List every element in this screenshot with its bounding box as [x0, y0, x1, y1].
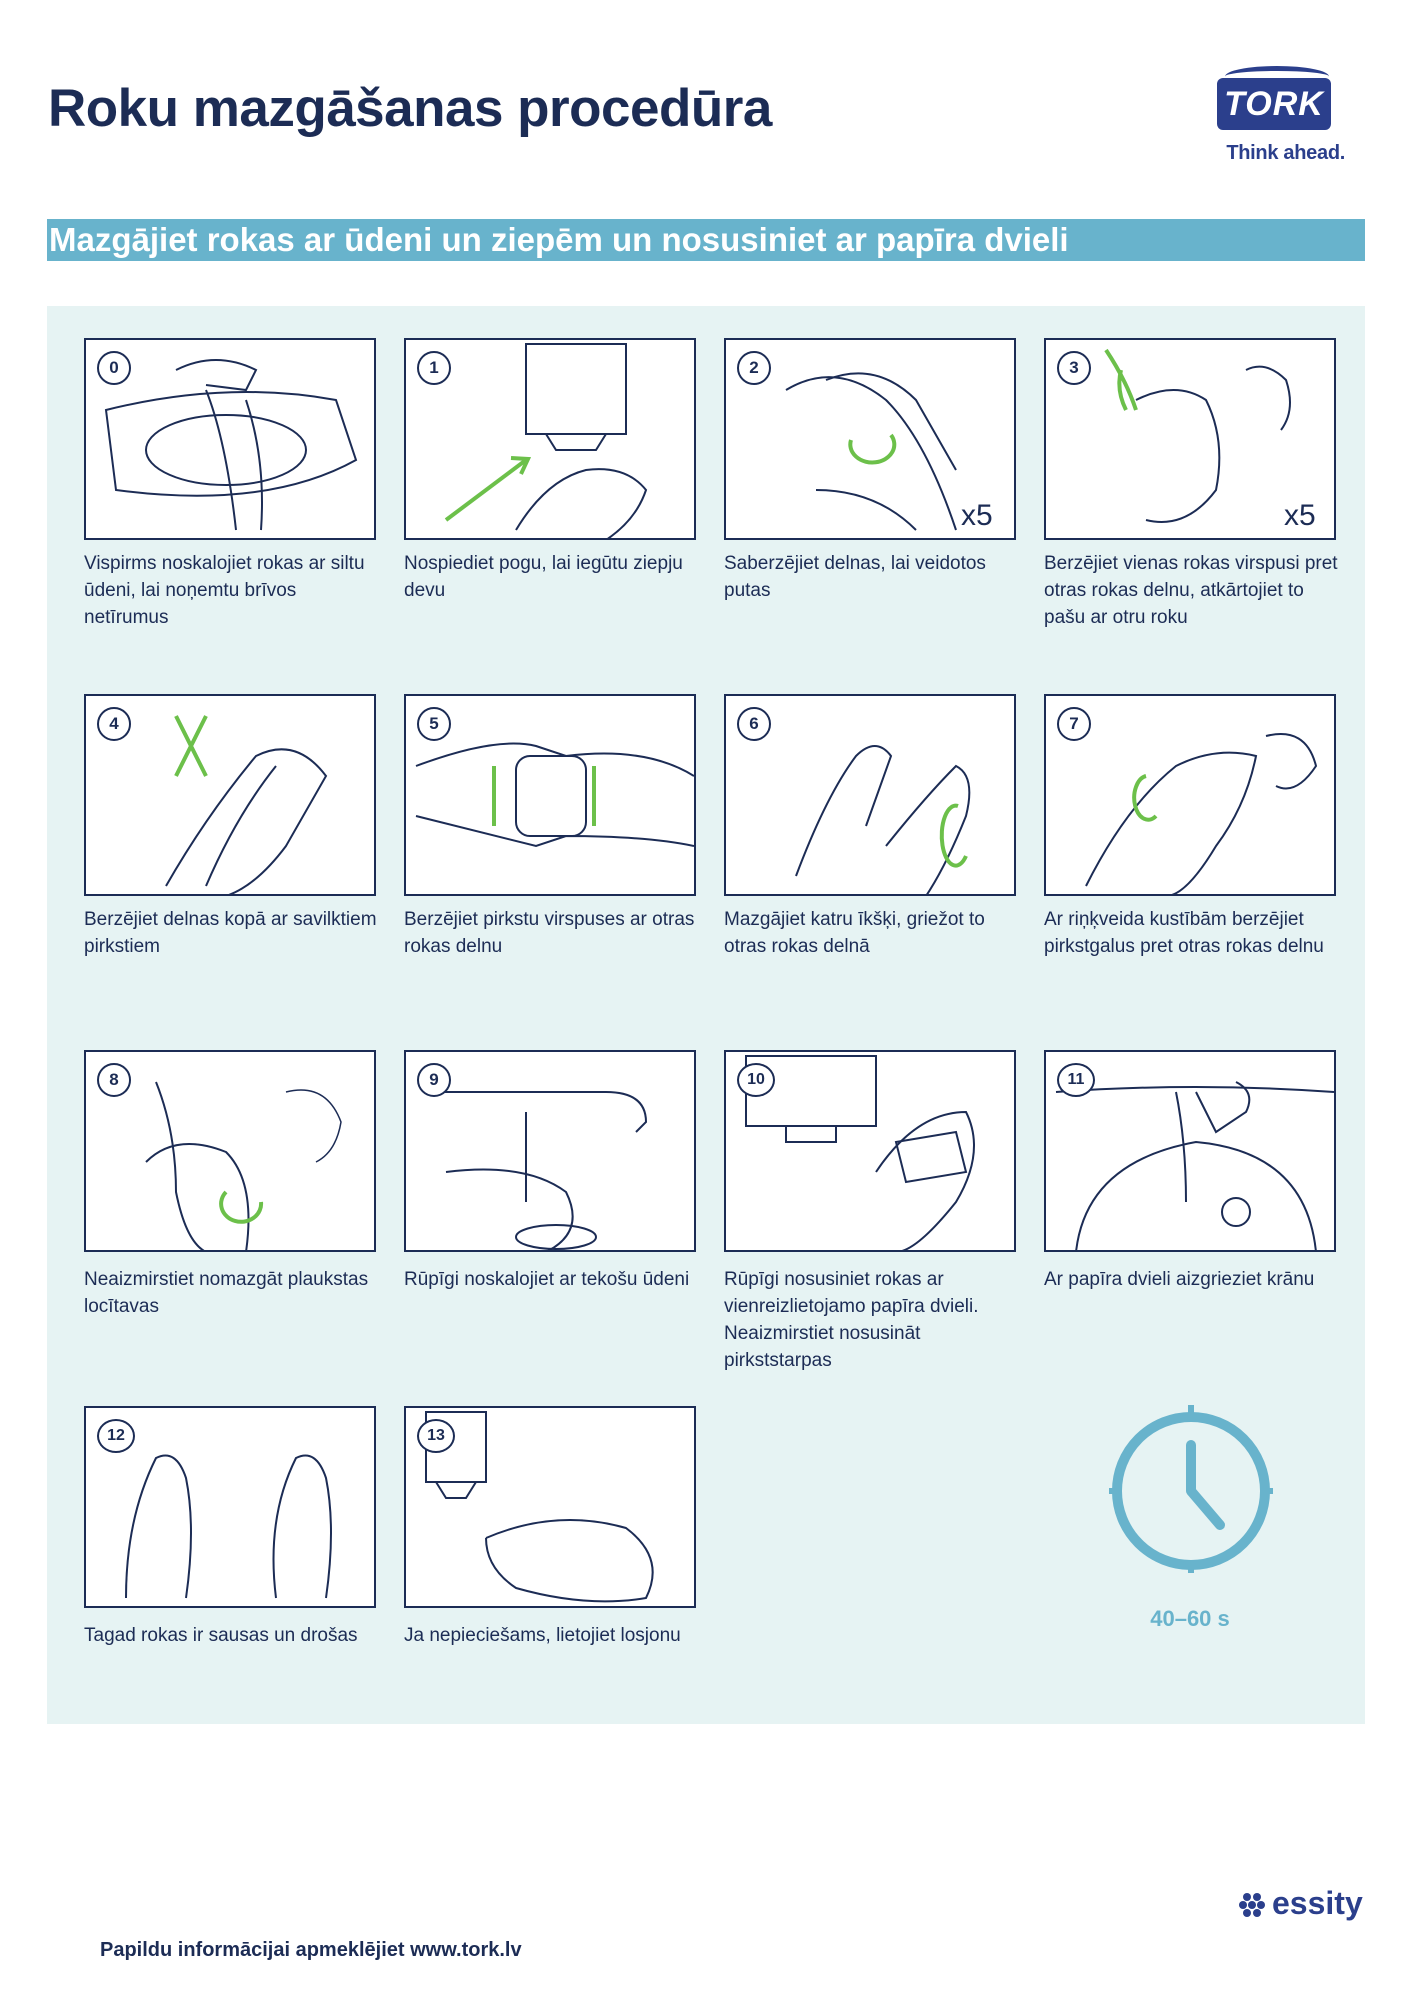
back-of-hand-icon: [1044, 338, 1336, 540]
step-number: 10: [737, 1063, 775, 1097]
step-number: 0: [97, 351, 131, 385]
tork-logo-badge: TORK: [1217, 78, 1331, 130]
interlaced-fingers-icon: [84, 694, 376, 896]
wrist-icon: [84, 1050, 376, 1252]
essity-mark-icon: [1238, 1890, 1266, 1918]
rotate-thumb-icon: [724, 694, 1016, 896]
svg-text:x5: x5: [1284, 499, 1316, 532]
step-number: 12: [97, 1419, 135, 1453]
hands-under-faucet-icon: [84, 338, 376, 540]
step-number: 8: [97, 1063, 131, 1097]
step-caption: Ar papīra dvieli aizgrieziet krānu: [1044, 1269, 1315, 1290]
turn-off-tap-icon: [1044, 1050, 1336, 1252]
timer-label: 40–60 s: [1150, 1606, 1230, 1631]
step-caption: Rūpīgi noskalojiet ar tekošu ūdeni: [404, 1269, 690, 1290]
step-number: 7: [1057, 707, 1091, 741]
lotion-icon: [404, 1406, 696, 1608]
paper-towel-icon: [724, 1050, 1016, 1252]
essity-name: essity: [1272, 1885, 1363, 1921]
soap-dispenser-icon: [404, 338, 696, 540]
page-title: Roku mazgāšanas procedūra: [48, 79, 772, 138]
step-number: 9: [417, 1063, 451, 1097]
footer-text: Papildu informācijai apmeklējiet www.tork.lv: [100, 1939, 522, 1961]
step-caption: Berzējiet delnas kopā ar savilktiem pirkstiem: [84, 909, 377, 957]
step-number: 4: [97, 707, 131, 741]
interlocked-fingers-icon: [404, 694, 696, 896]
step-number: 3: [1057, 351, 1091, 385]
step-caption: Nospiediet pogu, lai iegūtu ziepju devu: [404, 553, 683, 601]
fingertips-icon: [1044, 694, 1336, 896]
subtitle-bar: Mazgājiet rokas ar ūdeni un ziepēm un nosusiniet ar papīra dvieli: [47, 219, 1365, 261]
step-caption: Ja nepieciešams, lietojiet losjonu: [404, 1625, 681, 1646]
step-caption: Mazgājiet katru īkšķi, griežot to otras rokas delnā: [724, 909, 985, 957]
step-number: 13: [417, 1419, 455, 1453]
rinse-icon: [404, 1050, 696, 1252]
step-number: 11: [1057, 1063, 1095, 1097]
step-caption: Berzējiet vienas rokas virspusi pret otras rokas delnu, atkārtojiet to pašu ar otru roku: [1044, 553, 1338, 628]
clock-icon: [1106, 1403, 1276, 1573]
step-caption: Vispirms noskalojiet rokas ar siltu ūdeni, lai noņemtu brīvos netīrumus: [84, 553, 365, 628]
step-caption: Saberzējiet delnas, lai veidotos putas: [724, 553, 986, 601]
step-number: 6: [737, 707, 771, 741]
step-number: 2: [737, 351, 771, 385]
tork-tagline: Think ahead.: [1226, 142, 1345, 164]
rub-palms-icon: [724, 338, 1016, 540]
step-caption: Berzējiet pirkstu virspuses ar otras rokas delnu: [404, 909, 695, 957]
step-caption: Ar riņķveida kustībām berzējiet pirkstgalus pret otras rokas delnu: [1044, 909, 1324, 957]
step-caption: Neaizmirstiet nomazgāt plaukstas locītavas: [84, 1269, 369, 1317]
svg-text:x5: x5: [961, 499, 993, 532]
step-caption: Tagad rokas ir sausas un drošas: [84, 1625, 358, 1646]
tork-logo: [1195, 60, 1345, 170]
step-number: 5: [417, 707, 451, 741]
step-number: 1: [417, 351, 451, 385]
essity-logo: [1238, 1885, 1363, 1922]
step-caption: Rūpīgi nosusiniet rokas ar vienreizlietojamo papīra dvieli. Neaizmirstiet nosusināt pirkststarpas: [724, 1269, 979, 1371]
dry-hands-icon: [84, 1406, 376, 1608]
